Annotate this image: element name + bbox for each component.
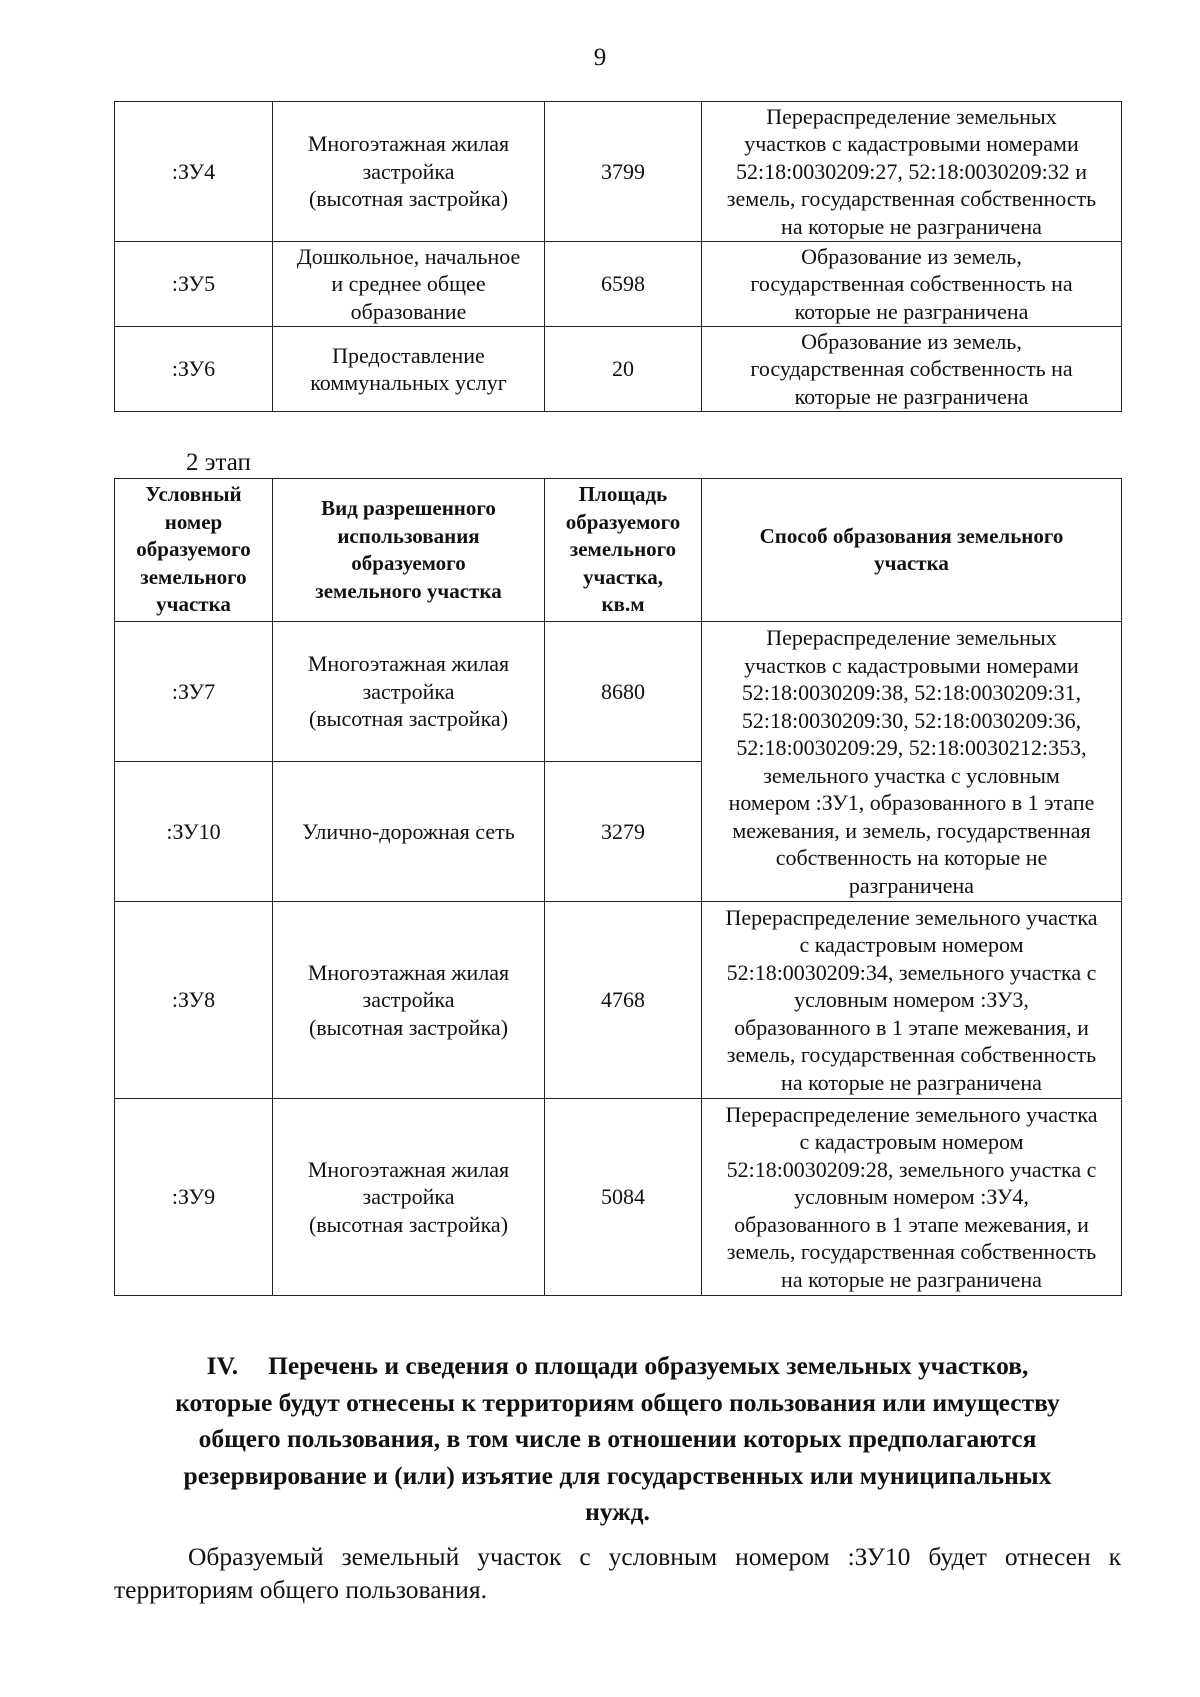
area-cell: 20 [545,327,702,412]
cell-text-line: (высотная застройка) [308,1211,509,1237]
cell-text-line: Дошкольное, начальное [296,243,521,269]
cell-text-line: Многоэтажная жилая [307,131,510,157]
cell-text-line: номером :ЗУ1, образованного в 1 этапе [728,790,1095,815]
stage2-label: 2 этап [186,449,251,476]
formation-method-cell [702,902,1122,1099]
header-plot-id [115,479,273,622]
cell-text-line: на которые не разграничена [781,213,1042,239]
cell-text-line: земель, государственная собственность [726,1239,1097,1265]
cell-text-line: земельного [140,564,247,589]
heading-line: общего пользования, в том числе в отношении которых предполагаются [198,1424,1037,1453]
cell-text-line: 52:18:0030209:34, земельного участка с [726,959,1097,985]
cell-text-line: земельного участка с условным [763,762,1060,788]
cell-text-line: Многоэтажная жилая [307,651,510,677]
area-cell: 3279 [545,762,702,902]
cell-text-line: на которые не разграничена [781,1069,1042,1095]
cell-text-line: Вид разрешенного [321,496,496,520]
cell-text-line: использования [337,523,480,548]
cell-text-line: условным номером :ЗУ3, [794,987,1029,1013]
permitted-use-cell [273,242,545,327]
cell-text-line: участка, [582,564,663,589]
cell-text-line: образованного в 1 этапе межевания, и [734,1211,1089,1237]
cell-text-line: государственная собственность на [750,271,1073,297]
area-cell: 6598 [545,242,702,327]
cell-text-line: Перераспределение земельных [766,103,1057,129]
table-row [115,327,1122,412]
cell-text-line: Предоставление [332,342,485,368]
heading-line: нужд. [585,1497,650,1526]
permitted-use-cell [273,902,545,1099]
cell-text-line: Образование из земель, [801,243,1022,269]
cell-text-line: с кадастровым номером [799,932,1024,958]
heading-text: Перечень и сведения о площади образуемых земельных участков, [268,1351,1029,1380]
cell-text-line: государственная собственность на [750,356,1073,382]
cell-text-line: Перераспределение земельного участка [725,1101,1098,1127]
table-row [115,102,1122,242]
plot-id-cell: :ЗУ6 [115,327,273,412]
cell-text-line: Условный [145,482,242,507]
formation-method-cell [702,1099,1122,1296]
plot-id-cell: :ЗУ10 [115,762,273,902]
cell-text-line: Многоэтажная жилая [307,959,510,985]
merged-formation-method-cell [702,622,1122,902]
permitted-use-cell [273,1099,545,1296]
cell-text-line: номер [164,509,223,534]
stage1-table [114,101,1122,412]
cell-text-line: с кадастровым номером [799,1129,1024,1155]
cell-text-line: 52:18:0030209:28, земельного участка с [726,1156,1097,1182]
cell-text-line: Площадь [578,482,668,507]
cell-text-line: 52:18:0030209:30, 52:18:0030209:36, [741,707,1082,733]
cell-text-line: которые не разграничена [794,383,1029,409]
cell-text-line: разграничена [848,872,975,898]
table-row [115,1099,1122,1296]
cell-text-line: образуемого [351,551,466,575]
formation-method-cell [702,327,1122,412]
heading-line [114,1348,1121,1385]
cell-text-line: участка [156,592,231,617]
cell-text-line: которые не разграничена [794,298,1029,324]
permitted-use-cell [273,102,545,242]
stage2-table [114,478,1122,1296]
cell-text-line: (высотная застройка) [308,706,509,732]
cell-text-line: Способ образования земельного [759,523,1064,548]
permitted-use-cell [273,762,545,902]
area-cell: 5084 [545,1099,702,1296]
area-cell: 4768 [545,902,702,1099]
body-paragraph: Образуемый земельный участок с условным номером :ЗУ10 будет отнесен к территориям общего пользования. [114,1542,1121,1604]
cell-text-line: коммунальных услуг [310,370,507,395]
cell-text-line: межевания, и земель, государственная [732,817,1091,843]
cell-text-line: 52:18:0030209:38, 52:18:0030209:31, [741,680,1082,705]
area-cell: 8680 [545,622,702,762]
header-formation-method [702,479,1122,622]
cell-text-line: собственность на которые не [775,845,1048,870]
cell-text-line: кв.м [601,592,645,617]
cell-text-line: образованного в 1 этапе межевания, и [734,1014,1089,1040]
cell-text-line: образуемого [136,537,251,562]
cell-text-line: (высотная застройка) [308,186,509,212]
cell-text-line: застройка [362,158,455,184]
cell-text-line: участков с кадастровыми номерами [744,652,1079,678]
cell-text-line: земель, государственная собственность [726,1042,1097,1068]
cell-text-line: земель, государственная собственность [726,186,1097,212]
formation-method-cell [702,242,1122,327]
area-cell: 3799 [545,102,702,242]
table-row [115,242,1122,327]
page-number: 9 [593,44,607,71]
cell-text-line: и среднее общее [331,271,486,297]
cell-text-line: условным номером :ЗУ4, [794,1184,1029,1210]
cell-text-line: участков с кадастровыми номерами [744,131,1079,157]
cell-text-line: земельного участка [315,578,502,603]
plot-id-cell: :ЗУ7 [115,622,273,762]
table-row [115,902,1122,1099]
cell-text-line: на которые не разграничена [781,1266,1042,1292]
heading-line: резервирование и (или) изъятие для государственных или муниципальных [183,1460,1052,1490]
cell-text-line: образуемого [565,509,681,534]
cell-text-line: Перераспределение земельного участка [725,904,1098,930]
plot-id-cell: :ЗУ9 [115,1099,273,1296]
cell-text-line: застройка [362,678,455,704]
cell-text-line: Перераспределение земельных [766,625,1057,650]
table-header-row [115,479,1122,622]
permitted-use-cell [273,327,545,412]
permitted-use-cell [273,622,545,762]
heading-line: которые будут отнесены к территориям общего пользования или имуществу [175,1387,1060,1417]
cell-text-line: Образование из земель, [801,328,1022,354]
header-permitted-use [273,479,545,622]
plot-id-cell: :ЗУ5 [115,242,273,327]
cell-text-line: застройка [362,987,455,1013]
header-area [545,479,702,622]
cell-text-line: Многоэтажная жилая [307,1156,510,1182]
formation-method-cell [702,102,1122,242]
cell-text-line: 52:18:0030209:27, 52:18:0030209:32 и [736,158,1087,184]
cell-text-line: Улично-дорожная сеть [302,818,515,844]
plot-id-cell: :ЗУ8 [115,902,273,1099]
cell-text-line: застройка [362,1184,455,1210]
cell-text-line: 52:18:0030209:29, 52:18:0030212:353, [736,735,1087,760]
section-heading [114,1348,1121,1531]
section-number: IV. [206,1351,239,1380]
cell-text-line: (высотная застройка) [308,1014,509,1040]
table-row [115,622,1122,762]
cell-text-line: образование [350,298,467,324]
plot-id-cell: :ЗУ4 [115,102,273,242]
cell-text-line: участка [874,551,949,575]
cell-text-line: земельного [569,537,677,562]
